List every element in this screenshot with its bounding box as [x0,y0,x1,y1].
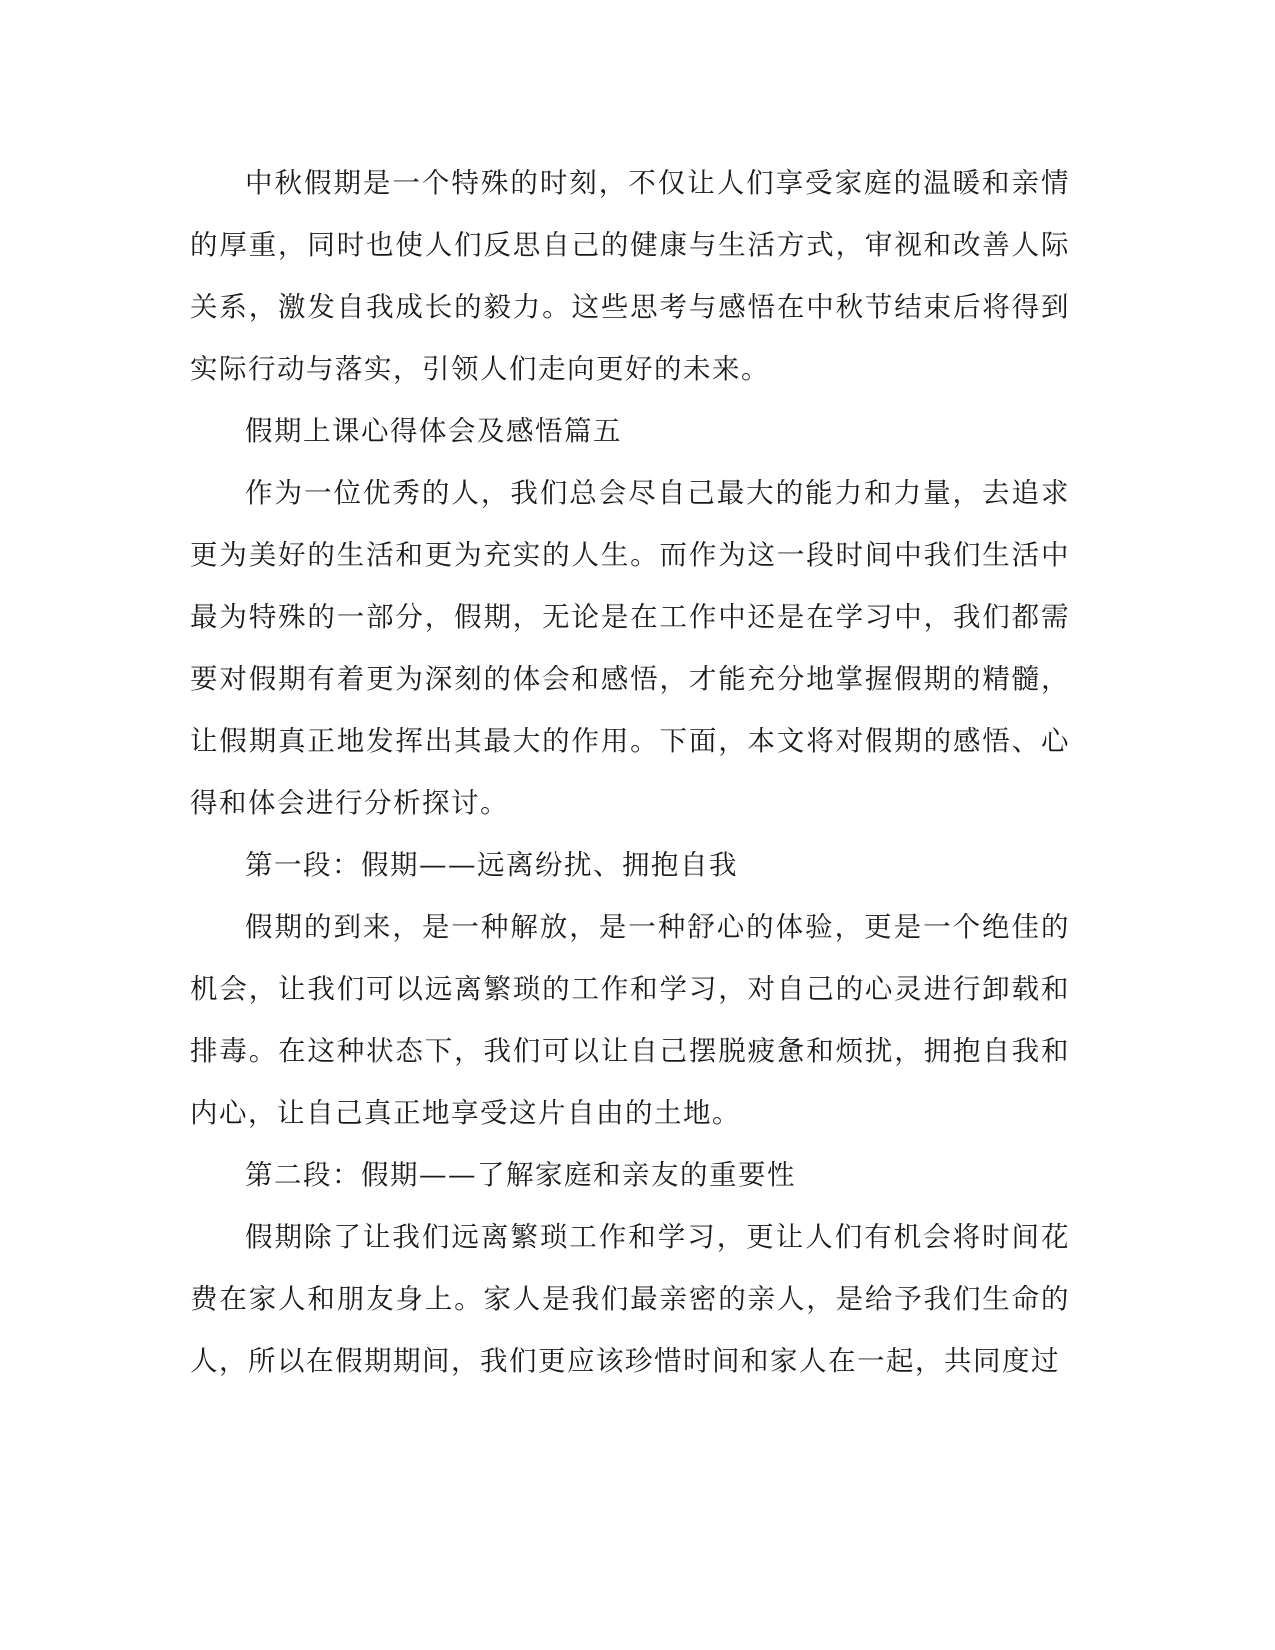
paragraph-mid-autumn-reflection: 中秋假期是一个特殊的时刻，不仅让人们享受家庭的温暖和亲情的厚重，同时也使人们反思自己的健康与生活方式，审视和改善人际关系，激发自我成长的毅力。这些思考与感悟在中秋节结束后将得到实际行动与落实，引领人们走向更好的未来。 [190,167,1070,385]
document-body [190,152,1070,1392]
section-heading-part-one: 第一段：假期——远离纷扰、拥抱自我 [245,849,738,881]
paragraph-part-one: 假期的到来，是一种解放，是一种舒心的体验，更是一个绝佳的机会，让我们可以远离繁琐的工作和学习，对自己的心灵进行卸载和排毒。在这种状态下，我们可以让自己摆脱疲惫和烦扰，拥抱自我和内心，让自己真正地享受这片自由的土地。 [190,911,1070,1129]
section-title-part-five: 假期上课心得体会及感悟篇五 [245,415,622,447]
section-heading-part-two: 第二段：假期——了解家庭和亲友的重要性 [245,1159,796,1191]
paragraph-part-two: 假期除了让我们远离繁琐工作和学习，更让人们有机会将时间花费在家人和朋友身上。家人是我们最亲密的亲人，是给予我们生命的人，所以在假期期间，我们更应该珍惜时间和家人在一起，共同度过 [190,1221,1070,1377]
paragraph-introduction: 作为一位优秀的人，我们总会尽自己最大的能力和力量，去追求更为美好的生活和更为充实的人生。而作为这一段时间中我们生活中最为特殊的一部分，假期，无论是在工作中还是在学习中，我们都需要对假期有着更为深刻的体会和感悟，才能充分地掌握假期的精髓，让假期真正地发挥出其最大的作用。下面，本文将对假期的感悟、心得和体会进行分析探讨。 [190,477,1070,819]
